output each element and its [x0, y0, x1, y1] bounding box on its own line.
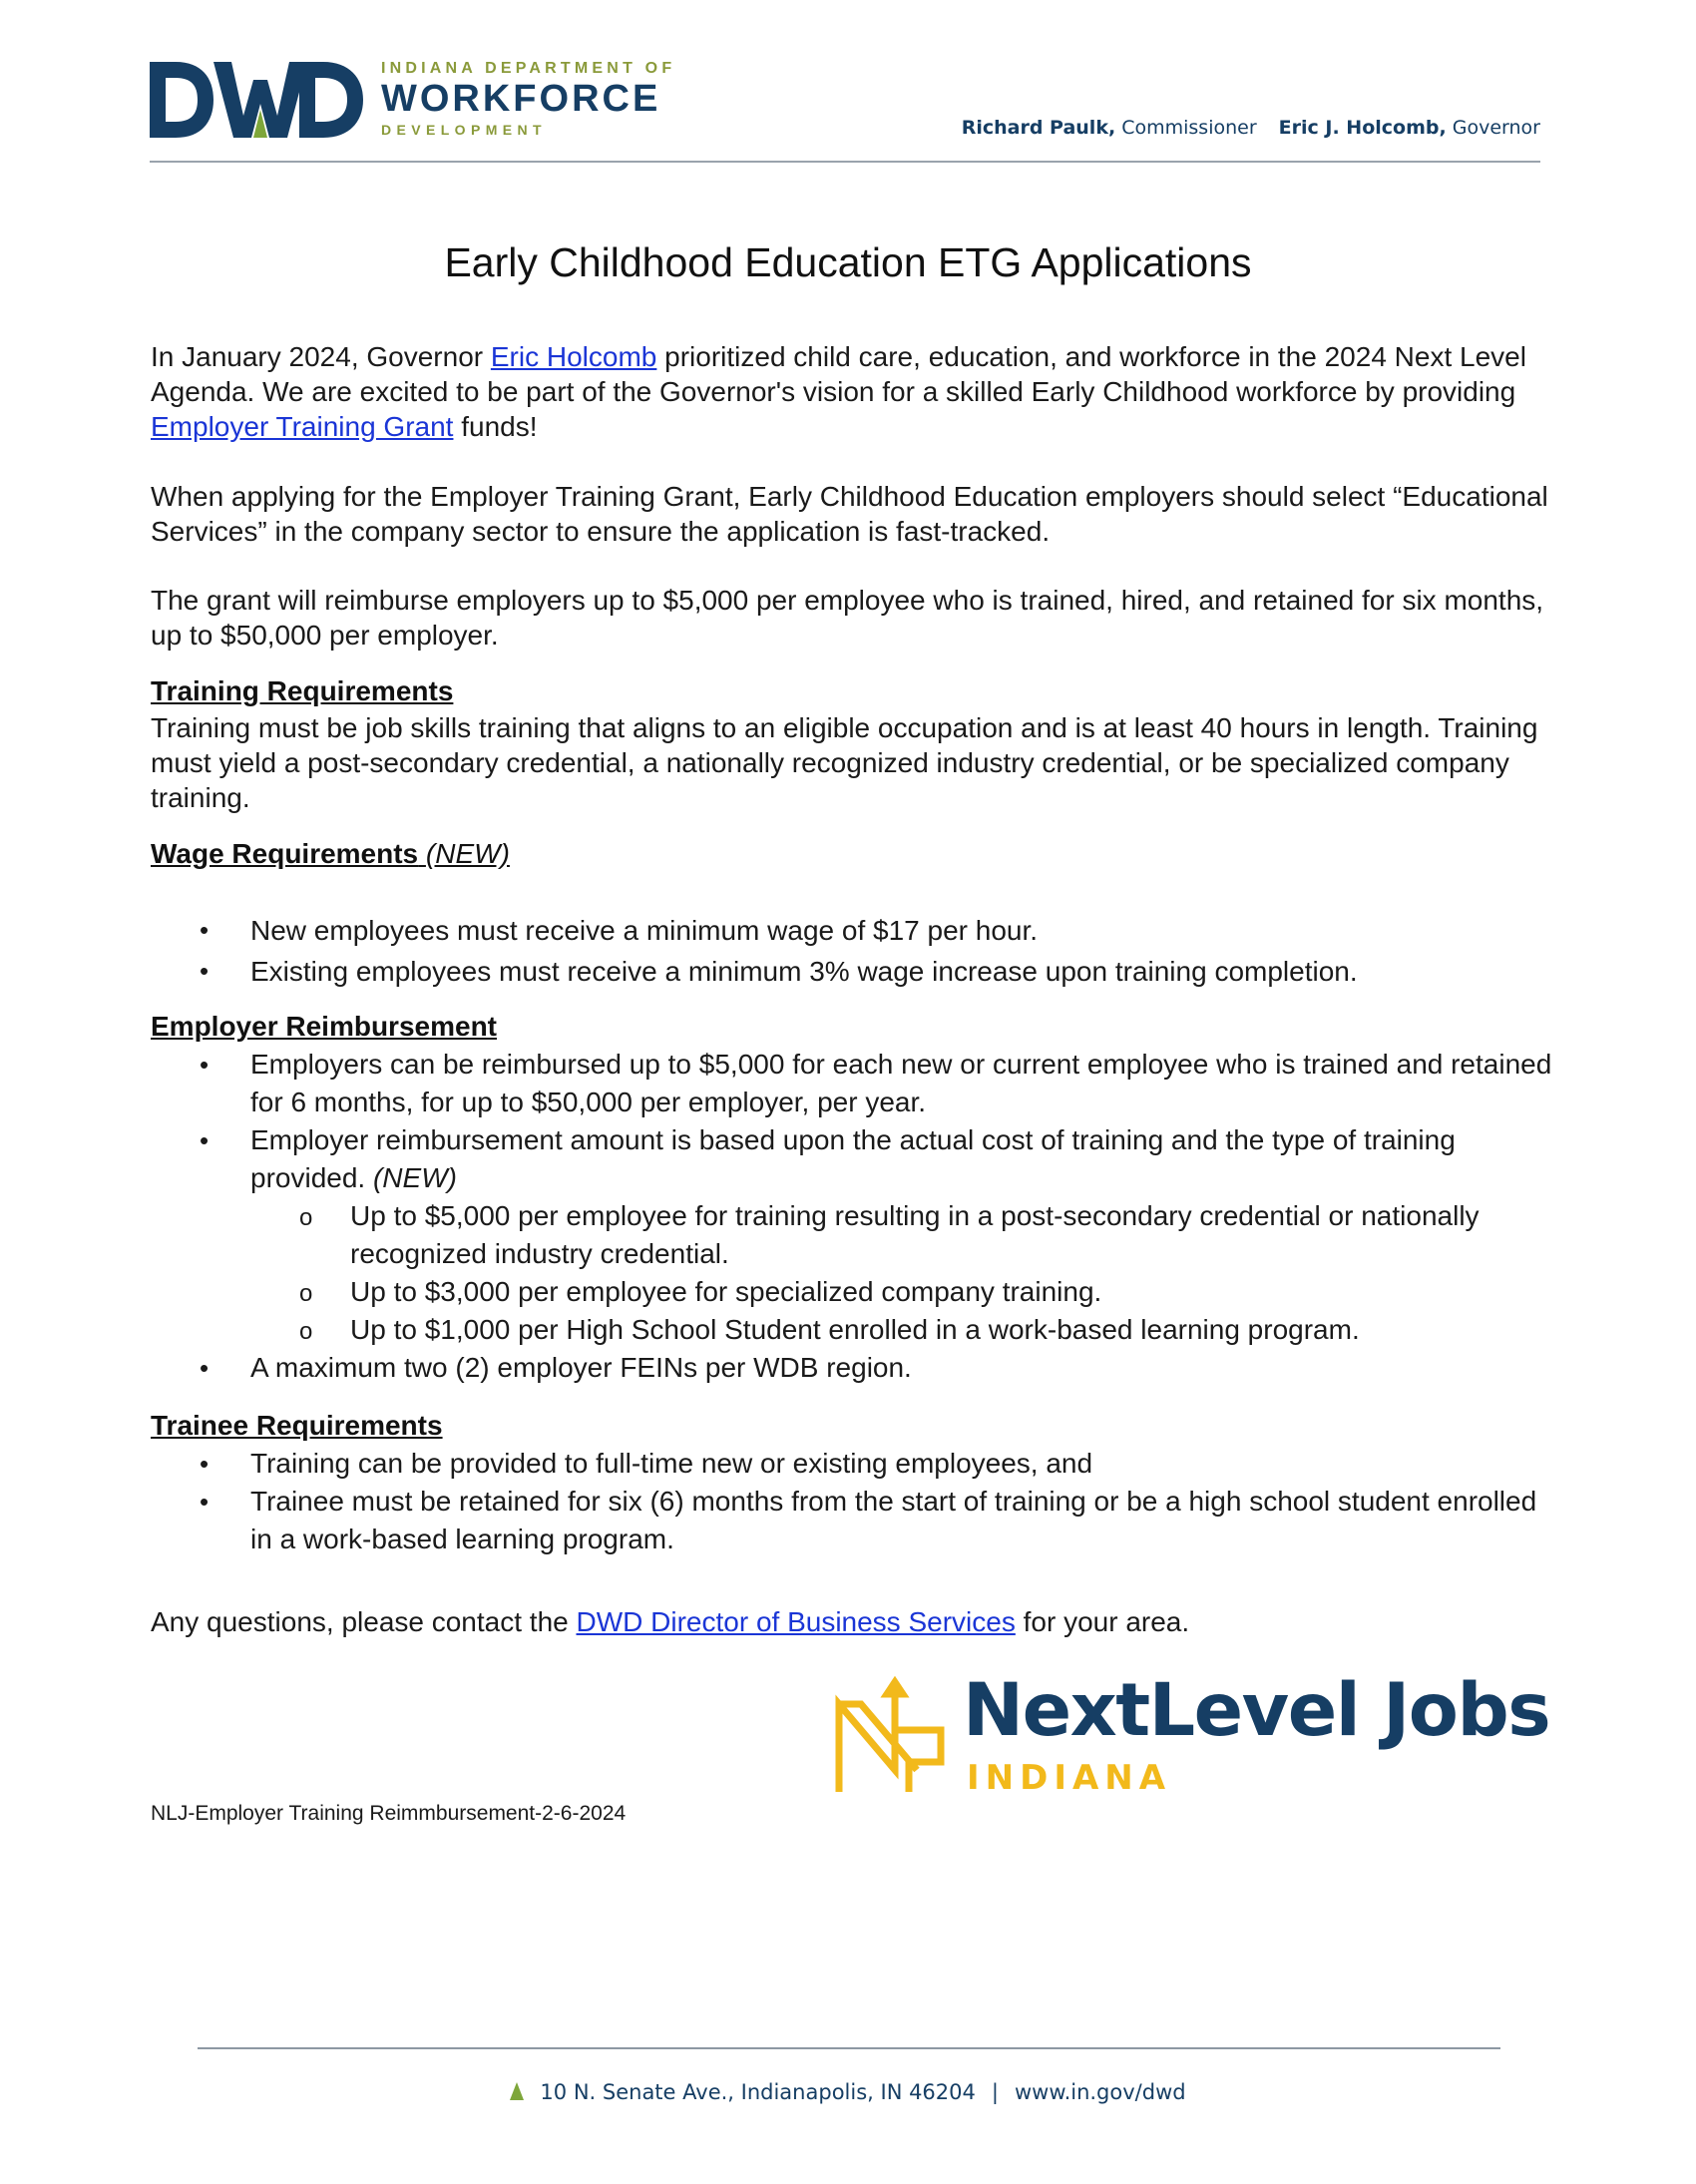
list-item: • Existing employees must receive a minimum 3% wage increase upon training completion. [151, 951, 1557, 992]
list-item: • Employers can be reimbursed up to $5,000 for each new or current employee who is trained and retained for 6 months, for up to $50,000 per employer, per year. [151, 1046, 1557, 1121]
footer-website-link[interactable]: www.in.gov/dwd [1014, 2080, 1186, 2104]
contact-paragraph [151, 1604, 1557, 1639]
governor-name: Eric J. Holcomb, [1278, 117, 1447, 139]
intro-paragraph-3: The grant will reimburse employers up to $5,000 per employee who is trained, hired, and retained for six months, up to $50,000 per employer. [151, 585, 1544, 651]
trainee-requirements-list [151, 1445, 1557, 1558]
wage-heading-text: Wage Requirements [151, 838, 419, 869]
training-requirements-body: Training must be job skills training that aligns to an eligible occupation and is at least 40 hours in length. Training must yield a post-secondary credential, a nationally recognized industry credential, or be specialized company training. [151, 712, 1538, 813]
dwd-logo [150, 60, 688, 140]
reimbursement-sub-list [250, 1197, 1557, 1349]
sub-list-item: o Up to $3,000 per employee for specialized company training. [250, 1273, 1557, 1311]
intro-text-post: funds! [453, 411, 538, 442]
list-item: • A maximum two (2) employer FEINs per WDB region. [151, 1349, 1557, 1387]
footer [0, 2080, 1696, 2104]
reimbursement-item2-text: Employer reimbursement amount is based upon the actual cost of training and the type of training provided. [250, 1124, 1456, 1193]
list-item [151, 1121, 1557, 1349]
wage-requirements-heading [151, 838, 510, 870]
intro-paragraph-1 [151, 339, 1557, 444]
employer-training-grant-link[interactable]: Employer Training Grant [151, 411, 454, 442]
eric-holcomb-link[interactable]: Eric Holcomb [490, 341, 657, 372]
officials-line [962, 117, 1540, 139]
footer-address: 10 N. Senate Ave., Indianapolis, IN 46204 [540, 2080, 976, 2104]
page-title: Early Childhood Education ETG Applications [444, 239, 1252, 285]
logo-line-development: DEVELOPMENT [381, 122, 547, 138]
sub-list-item: o Up to $1,000 per High School Student enrolled in a work-based learning program. [250, 1311, 1557, 1349]
list-item: • New employees must receive a minimum wage of $17 per hour. [151, 910, 1557, 951]
footer-triangle-icon [510, 2082, 524, 2100]
nextlevel-jobs-wordmark: NextLevel Jobs [963, 1668, 1550, 1753]
list-item: • Training can be provided to full-time new or existing employees, and [151, 1445, 1557, 1483]
wage-requirements-list [151, 910, 1557, 992]
commissioner-name: Richard Paulk, [961, 117, 1116, 139]
training-requirements-heading: Training Requirements [151, 675, 454, 706]
contact-text-post: for your area. [1015, 1606, 1190, 1637]
trainee-requirements-heading: Trainee Requirements [151, 1410, 443, 1441]
contact-text-pre: Any questions, please contact the [151, 1606, 577, 1637]
employer-reimbursement-heading: Employer Reimbursement [151, 1011, 497, 1042]
intro-paragraph-2: When applying for the Employer Training Grant, Early Childhood Education employers should select “Educational Services” in the company sector to ensure the application is fast-tracked. [151, 481, 1548, 547]
nextlevel-indiana-wordmark: INDIANA [967, 1758, 1172, 1798]
intro-text-pre: In January 2024, Governor [151, 341, 491, 372]
governor-title: Governor [1452, 117, 1540, 139]
list-item: • Trainee must be retained for six (6) months from the start of training or be a high school student enrolled in a work-based learning program. [151, 1483, 1557, 1558]
commissioner-title: Commissioner [1121, 117, 1257, 139]
footer-separator: | [991, 2080, 999, 2104]
footer-divider [198, 2047, 1500, 2049]
reimbursement-new-tag: (NEW) [372, 1162, 457, 1193]
dwd-logo-mark [150, 60, 364, 140]
header-divider [150, 161, 1540, 163]
intro-text-mid: prioritized child care, education, and workforce in the 2024 Next Level Agenda. We are excited to be part of the Governor's vision for a skilled Early Childhood workforce by providing [151, 341, 1526, 407]
employer-reimbursement-list [151, 1046, 1557, 1387]
nextlevel-jobs-logo [833, 1668, 1551, 1814]
sub-list-item: o Up to $5,000 per employee for training resulting in a post-secondary credential or nationally recognized industry credential. [250, 1197, 1557, 1273]
dwd-director-link[interactable]: DWD Director of Business Services [576, 1606, 1016, 1637]
logo-line-indiana: INDIANA DEPARTMENT OF [381, 60, 676, 77]
nextlevel-n-arrow-icon [833, 1674, 951, 1794]
document-code: NLJ-Employer Training Reimmbursement-2-6-2024 [151, 1802, 627, 1825]
wage-new-tag: (NEW) [425, 838, 510, 869]
logo-line-workforce: WORKFORCE [381, 78, 661, 120]
